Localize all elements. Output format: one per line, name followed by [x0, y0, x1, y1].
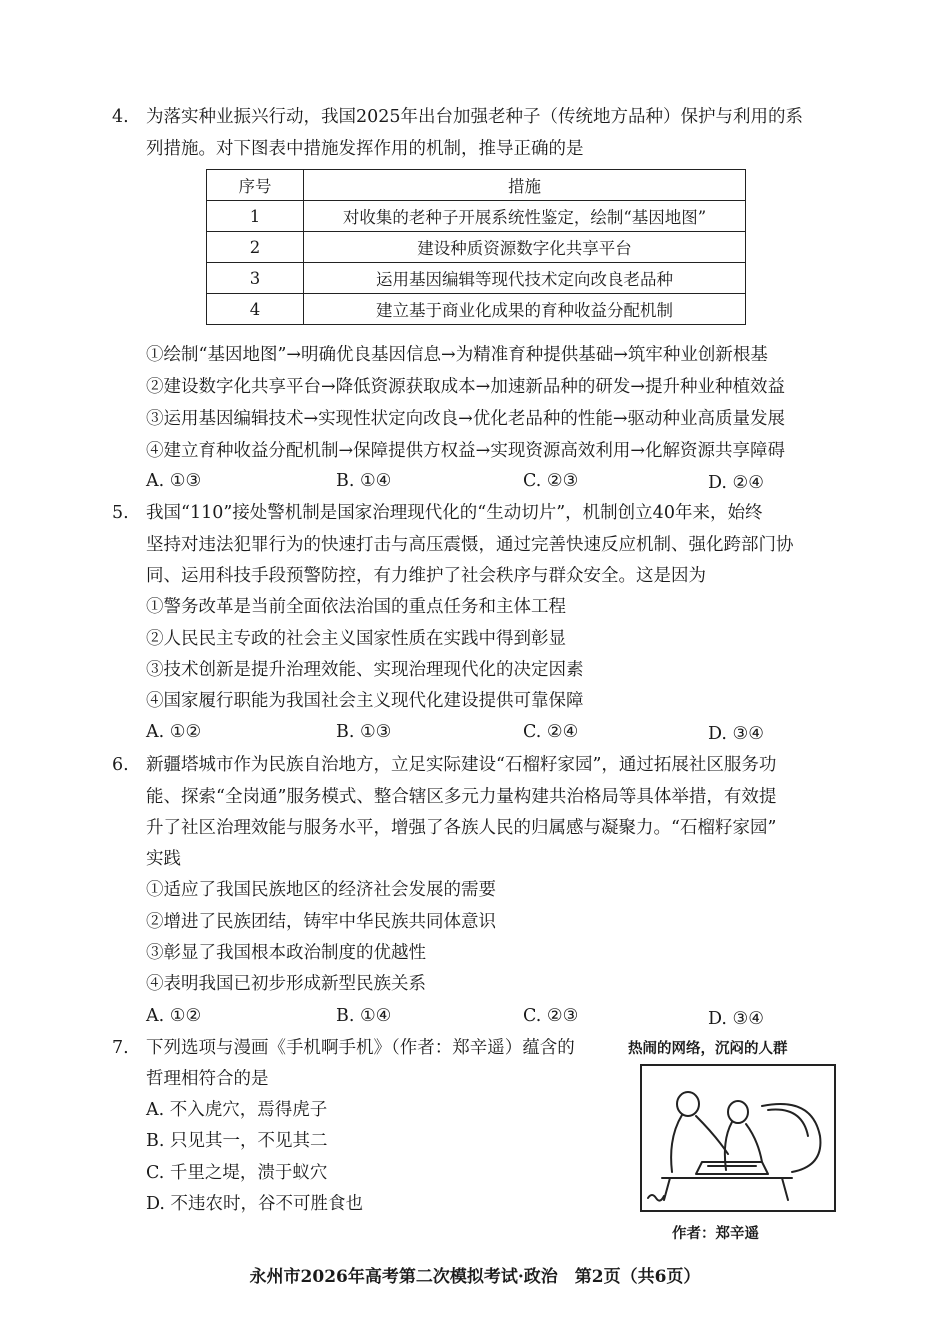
- question-6-option-b[interactable]: B. ①④: [336, 1006, 392, 1026]
- question-5-stem-line-2: 坚持对违法犯罪行为的快速打击与高压震慑，通过完善快速反应机制、强化跨部门协: [146, 535, 794, 555]
- question-4-statement-4: ④建立育种收益分配机制→保障提供方权益→实现资源高效利用→化解资源共享障碍: [146, 441, 785, 461]
- cartoon-frame: [640, 1064, 836, 1212]
- cartoon-body-left: [671, 1115, 728, 1172]
- table-cell-seq: 3: [207, 263, 304, 294]
- question-4-statement-2: ②建设数字化共享平台→降低资源获取成本→加速新品种的研发→提升种业种植效益: [146, 377, 785, 397]
- question-6-option-a[interactable]: A. ①②: [146, 1006, 202, 1026]
- question-5-statement-1: ①警务改革是当前全面依法治国的重点任务和主体工程: [146, 597, 566, 617]
- question-6-option-d[interactable]: D. ③④: [708, 1009, 764, 1029]
- question-5-statement-4: ④国家履行职能为我国社会主义现代化建设提供可靠保障: [146, 691, 584, 711]
- question-5-number: 5.: [112, 503, 129, 523]
- question-6-statement-3: ③彰显了我国根本政治制度的优越性: [146, 943, 426, 963]
- question-5-option-a[interactable]: A. ①②: [146, 722, 202, 742]
- question-7-option-b[interactable]: B. 只见其一，不见其二: [146, 1131, 328, 1151]
- cartoon-arc: [762, 1104, 820, 1172]
- table-cell-measure: 运用基因编辑等现代技术定向改良老品种: [304, 263, 746, 294]
- table-header-seq: 序号: [207, 170, 304, 201]
- question-4-statement-3: ③运用基因编辑技术→实现性状定向改良→优化老品种的性能→驱动种业高质量发展: [146, 409, 785, 429]
- table-row: [207, 263, 746, 294]
- question-6-stem-line-4: 实践: [146, 849, 181, 869]
- table-cell-measure: 对收集的老种子开展系统性鉴定，绘制“基因地图”: [304, 201, 746, 232]
- question-7-option-c[interactable]: C. 千里之堤，溃于蚁穴: [146, 1163, 328, 1183]
- question-4-statement-1: ①绘制“基因地图”→明确优良基因信息→为精准育种提供基础→筑牢种业创新根基: [146, 345, 768, 365]
- cartoon-caption: 热闹的网络，沉闷的人群: [628, 1040, 788, 1057]
- question-5-option-c[interactable]: C. ②④: [523, 722, 579, 742]
- question-5-stem-line-3: 同、运用科技手段预警防控，有力维护了社会秩序与群众安全。这是因为: [146, 566, 706, 586]
- question-4-option-c[interactable]: C. ②③: [523, 471, 579, 491]
- table-cell-seq: 1: [207, 201, 304, 232]
- question-7-option-a[interactable]: A. 不入虎穴，焉得虎子: [146, 1100, 328, 1120]
- table-row: [207, 294, 746, 325]
- table-row: [207, 232, 746, 263]
- question-5-option-d[interactable]: D. ③④: [708, 724, 764, 744]
- cartoon-arc-inner: [768, 1110, 808, 1136]
- question-6-stem-line-2: 能、探索“全岗通”服务模式、整合辖区多元力量构建共治格局等具体举措，有效提: [146, 787, 777, 807]
- table-cell-measure: 建立基于商业化成果的育种收益分配机制: [304, 294, 746, 325]
- question-4-number: 4.: [112, 107, 129, 127]
- table-header-row: [207, 170, 746, 201]
- question-6-option-c[interactable]: C. ②③: [523, 1006, 579, 1026]
- question-4-option-d[interactable]: D. ②④: [708, 473, 764, 493]
- table-cell-seq: 4: [207, 294, 304, 325]
- cartoon-illustration: [642, 1066, 834, 1210]
- question-5-statement-3: ③技术创新是提升治理效能、实现治理现代化的决定因素: [146, 660, 584, 680]
- table-row: [207, 201, 746, 232]
- question-4-option-a[interactable]: A. ①③: [146, 471, 202, 491]
- measures-table: [206, 169, 746, 325]
- cartoon-head-left: [677, 1092, 699, 1116]
- cartoon-author: 作者：郑辛遥: [672, 1225, 759, 1242]
- question-6-statement-1: ①适应了我国民族地区的经济社会发展的需要: [146, 880, 496, 900]
- question-6-statement-2: ②增进了民族团结，铸牢中华民族共同体意识: [146, 912, 496, 932]
- cartoon-head-middle: [728, 1101, 748, 1123]
- table-cell-measure: 建设种质资源数字化共享平台: [304, 232, 746, 263]
- question-7-number: 7.: [112, 1038, 129, 1058]
- page-footer: 永州市2026年高考第二次模拟考试·政治 第2页（共6页）: [249, 1267, 701, 1287]
- question-7-stem-line-1: 下列选项与漫画《手机啊手机》（作者：郑辛遥）蕴含的: [146, 1038, 575, 1058]
- question-4-stem-line-2: 列措施。对下图表中措施发挥作用的机制，推导正确的是: [146, 139, 584, 159]
- question-5-option-b[interactable]: B. ①③: [336, 722, 392, 742]
- cartoon-screens: [696, 1162, 768, 1174]
- question-7-stem-line-2: 哲理相符合的是: [146, 1069, 269, 1089]
- question-6-statement-4: ④表明我国已初步形成新型民族关系: [146, 974, 426, 994]
- table-header-measure: 措施: [304, 170, 746, 201]
- question-5-statement-2: ②人民民主专政的社会主义国家性质在实践中得到彰显: [146, 629, 566, 649]
- cartoon-signature: [648, 1195, 664, 1201]
- table-cell-seq: 2: [207, 232, 304, 263]
- question-6-number: 6.: [112, 755, 129, 775]
- question-4-stem-line-1: 为落实种业振兴行动，我国2025年出台加强老种子（传统地方品种）保护与利用的系: [146, 107, 804, 127]
- cartoon-table-legs: [664, 1178, 788, 1200]
- question-6-stem-line-1: 新疆塔城市作为民族自治地方，立足实际建设“石榴籽家园”，通过拓展社区服务功: [146, 755, 777, 775]
- question-5-stem-line-1: 我国“110”接处警机制是国家治理现代化的“生动切片”，机制创立40年来，始终: [146, 503, 763, 523]
- question-6-stem-line-3: 升了社区治理效能与服务水平，增强了各族人民的归属感与凝聚力。“石榴籽家园”: [146, 818, 777, 838]
- question-4-option-b[interactable]: B. ①④: [336, 471, 392, 491]
- question-7-option-d[interactable]: D. 不违农时，谷不可胜食也: [146, 1194, 364, 1214]
